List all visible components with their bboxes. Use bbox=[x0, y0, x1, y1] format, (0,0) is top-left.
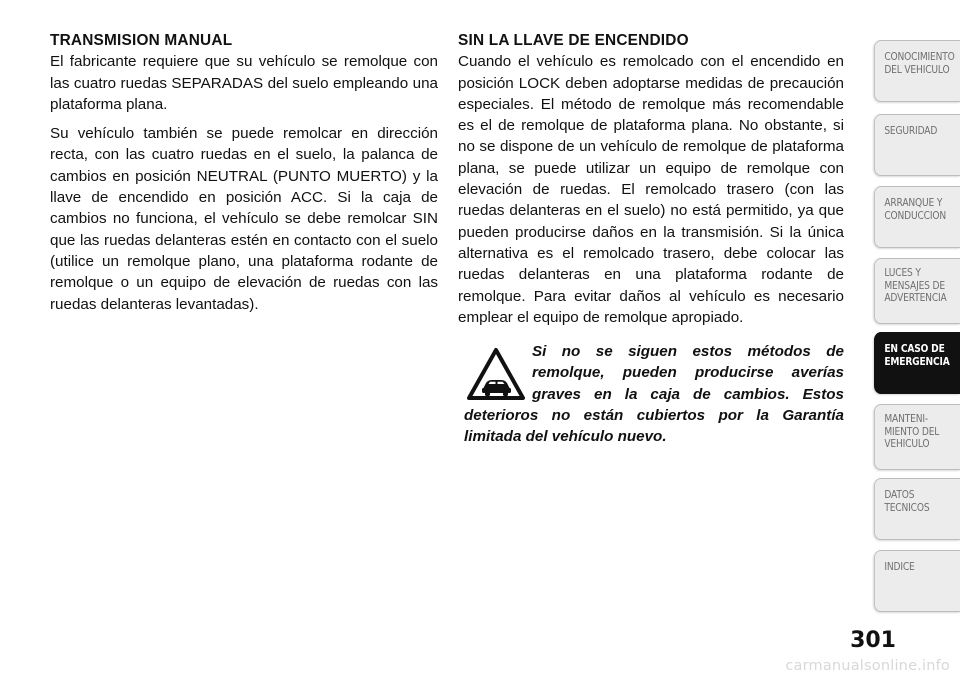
watermark: carmanualsonline.info bbox=[785, 658, 950, 674]
right-column bbox=[458, 30, 844, 448]
left-column bbox=[50, 30, 438, 315]
tab-luces-y-mensajes[interactable]: LUCES Y MENSAJES DE ADVERTENCIA bbox=[874, 258, 960, 324]
tab-datos-tecnicos[interactable]: DATOS TECNICOS bbox=[874, 478, 960, 540]
paragraph: Cuando el vehículo es remolcado con el encendido en posición LOCK deben adoptarse medidas de precaución especiales. El método de remolque más recomendable es el de remolque de plataforma plana. No obstante, si no se dispone de un vehículo de remolque de plataforma plana, se puede utilizar un equipo de remolque con elevación de ruedas. El remolcado trasero (con las ruedas delanteras en el suelo) no está permitido, ya que pueden producirse daños en la transmisión. Si la única alternativa es el remolcado trasero, debe colocar las ruedas delanteras en una plataforma rodante de remolque. Para evitar daños al vehículo es necesario emplear el equipo de remolque apropiado. bbox=[458, 53, 844, 326]
chapter-tabs bbox=[856, 0, 960, 678]
page-number: 301 bbox=[850, 628, 896, 653]
section-heading: SIN LA LLAVE DE ENCENDIDO bbox=[458, 32, 689, 49]
paragraph: El fabricante requiere que su vehículo se remolque con las cuatro ruedas SEPARADAS del suelo empleando una plataforma plana. bbox=[50, 53, 438, 113]
paragraph: Su vehículo también se puede remolcar en dirección recta, con las cuatro ruedas en el suelo, la palanca de cambios en posición NEUTRAL (PUNTO MUERTO) y la llave de encendido en posición ACC. Si la caja de cambios no funciona, el vehículo se debe remolcar SIN que las ruedas delanteras estén en contacto con el suelo (utilice un remolque plano, una plataforma rodante de remolque o un equipo de elevación de ruedas con las ruedas delanteras levantadas). bbox=[50, 125, 438, 313]
tab-seguridad[interactable]: SEGURIDAD bbox=[874, 114, 960, 176]
warning-box bbox=[458, 341, 844, 447]
tab-mantenimiento-del-vehiculo[interactable]: MANTENI- MIENTO DEL VEHICULO bbox=[874, 404, 960, 470]
warning-triangle-car-icon bbox=[466, 347, 526, 401]
section-heading: TRANSMISION MANUAL bbox=[50, 32, 233, 49]
warning-text: Si no se siguen estos métodos de remolque, pueden producirse averías graves en la caja de cambios. Estos deterioros no están cubiertos por la Garantía limitada del vehículo nuevo. bbox=[464, 343, 844, 446]
tab-conocimiento-del-vehiculo[interactable]: CONOCIMIENTO DEL VEHICULO bbox=[874, 40, 960, 102]
tab-en-caso-de-emergencia[interactable]: EN CASO DE EMERGENCIA bbox=[874, 332, 960, 394]
tab-indice[interactable]: INDICE bbox=[874, 550, 960, 612]
tab-arranque-y-conduccion[interactable]: ARRANQUE Y CONDUCCION bbox=[874, 186, 960, 248]
